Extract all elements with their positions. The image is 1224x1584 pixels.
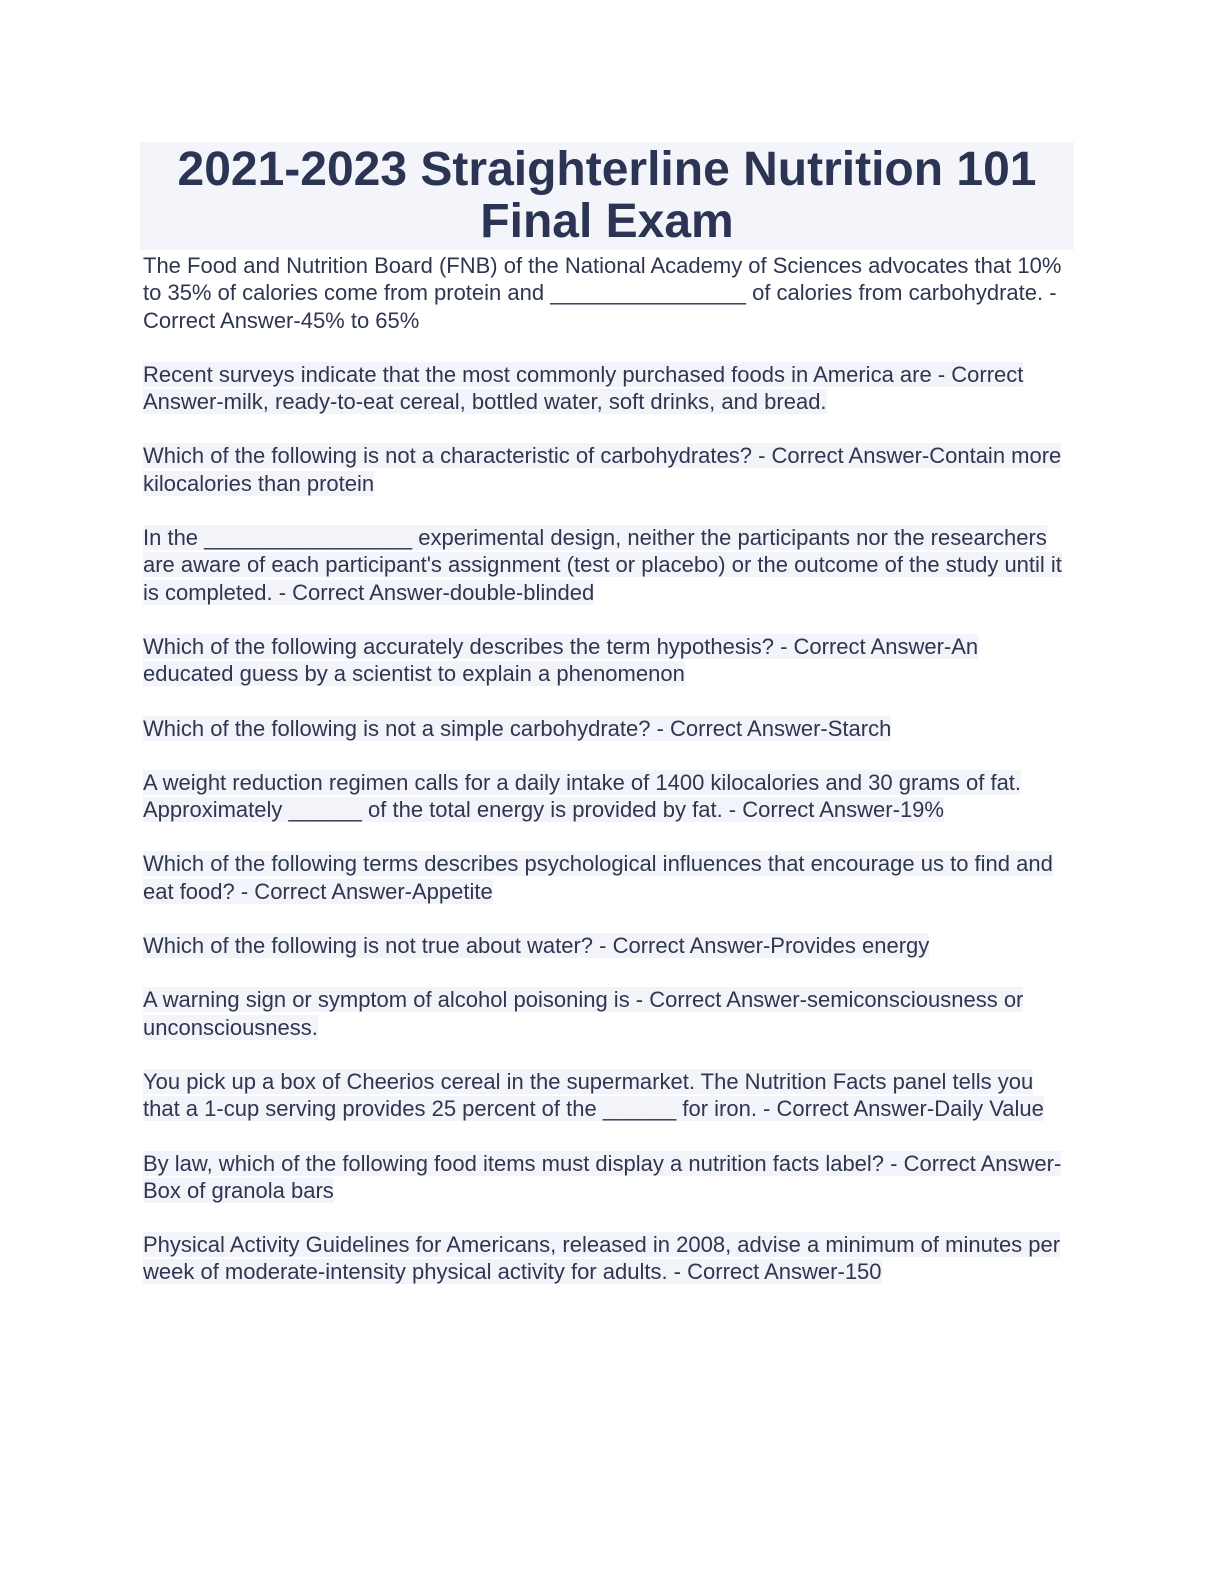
- question-item: [140, 361, 1074, 416]
- question-item: [140, 986, 1074, 1041]
- question-item: [140, 1150, 1074, 1205]
- question-text: In the _________________ experimental design, neither the participants nor the researchers are aware of each participant's assignment (test or placebo) or the outcome of the study until it is completed. - Correct Answer-double-blinded: [143, 525, 1062, 605]
- document-title: [140, 142, 1074, 250]
- question-item: [140, 715, 1074, 742]
- question-item: [140, 252, 1074, 334]
- document-page: [140, 142, 1074, 1313]
- question-text: Which of the following is not a simple carbohydrate? - Correct Answer-Starch: [143, 715, 892, 741]
- title-line-2: Final Exam: [480, 195, 734, 248]
- question-item: [140, 442, 1074, 497]
- question-text: By law, which of the following food items must display a nutrition facts label? - Correct Answer-Box of granola bars: [143, 1150, 1062, 1203]
- question-text: Physical Activity Guidelines for Americans, released in 2008, advise a minimum of minutes per week of moderate-intensity physical activity for adults. - Correct Answer-150: [143, 1232, 1061, 1285]
- question-text: Which of the following terms describes psychological influences that encourage us to find and eat food? - Correct Answer-Appetite: [143, 851, 1053, 904]
- question-text: Recent surveys indicate that the most commonly purchased foods in America are - Correct Answer-milk, ready-to-eat cereal, bottled water, soft drinks, and bread.: [143, 361, 1024, 415]
- question-text: A warning sign or symptom of alcohol poisoning is - Correct Answer-semiconsciousness or unconsciousness.: [143, 987, 1024, 1040]
- question-text: Which of the following is not a characteristic of carbohydrates? - Correct Answer-Contain more kilocalories than protein: [143, 443, 1062, 496]
- question-item: [140, 769, 1074, 824]
- question-list: [140, 252, 1074, 1286]
- question-item: [140, 1231, 1074, 1286]
- question-text: A weight reduction regimen calls for a daily intake of 1400 kilocalories and 30 grams of fat. Approximately ______ of the total energy is provided by fat. - Correct Answer-19%: [143, 769, 1022, 823]
- question-text: Which of the following is not true about water? - Correct Answer-Provides energy: [143, 933, 930, 959]
- question-item: [140, 633, 1074, 688]
- question-item: [140, 524, 1074, 606]
- question-item: [140, 850, 1074, 905]
- title-line-1: 2021-2023 Straighterline Nutrition 101: [177, 143, 1037, 196]
- question-item: [140, 932, 1074, 959]
- question-item: [140, 1068, 1074, 1123]
- question-text: You pick up a box of Cheerios cereal in the supermarket. The Nutrition Facts panel tells you that a 1-cup serving provides 25 percent of the ______ for iron. - Correct Answer-Daily Value: [143, 1068, 1044, 1122]
- question-text: Which of the following accurately describes the term hypothesis? - Correct Answer-An educated guess by a scientist to explain a phenomenon: [143, 633, 979, 687]
- question-text: The Food and Nutrition Board (FNB) of the National Academy of Sciences advocates that 10% to 35% of calories come from protein and ________________ of calories from carbohydrate. - Correct Answer-45% to 65%: [143, 253, 1062, 333]
